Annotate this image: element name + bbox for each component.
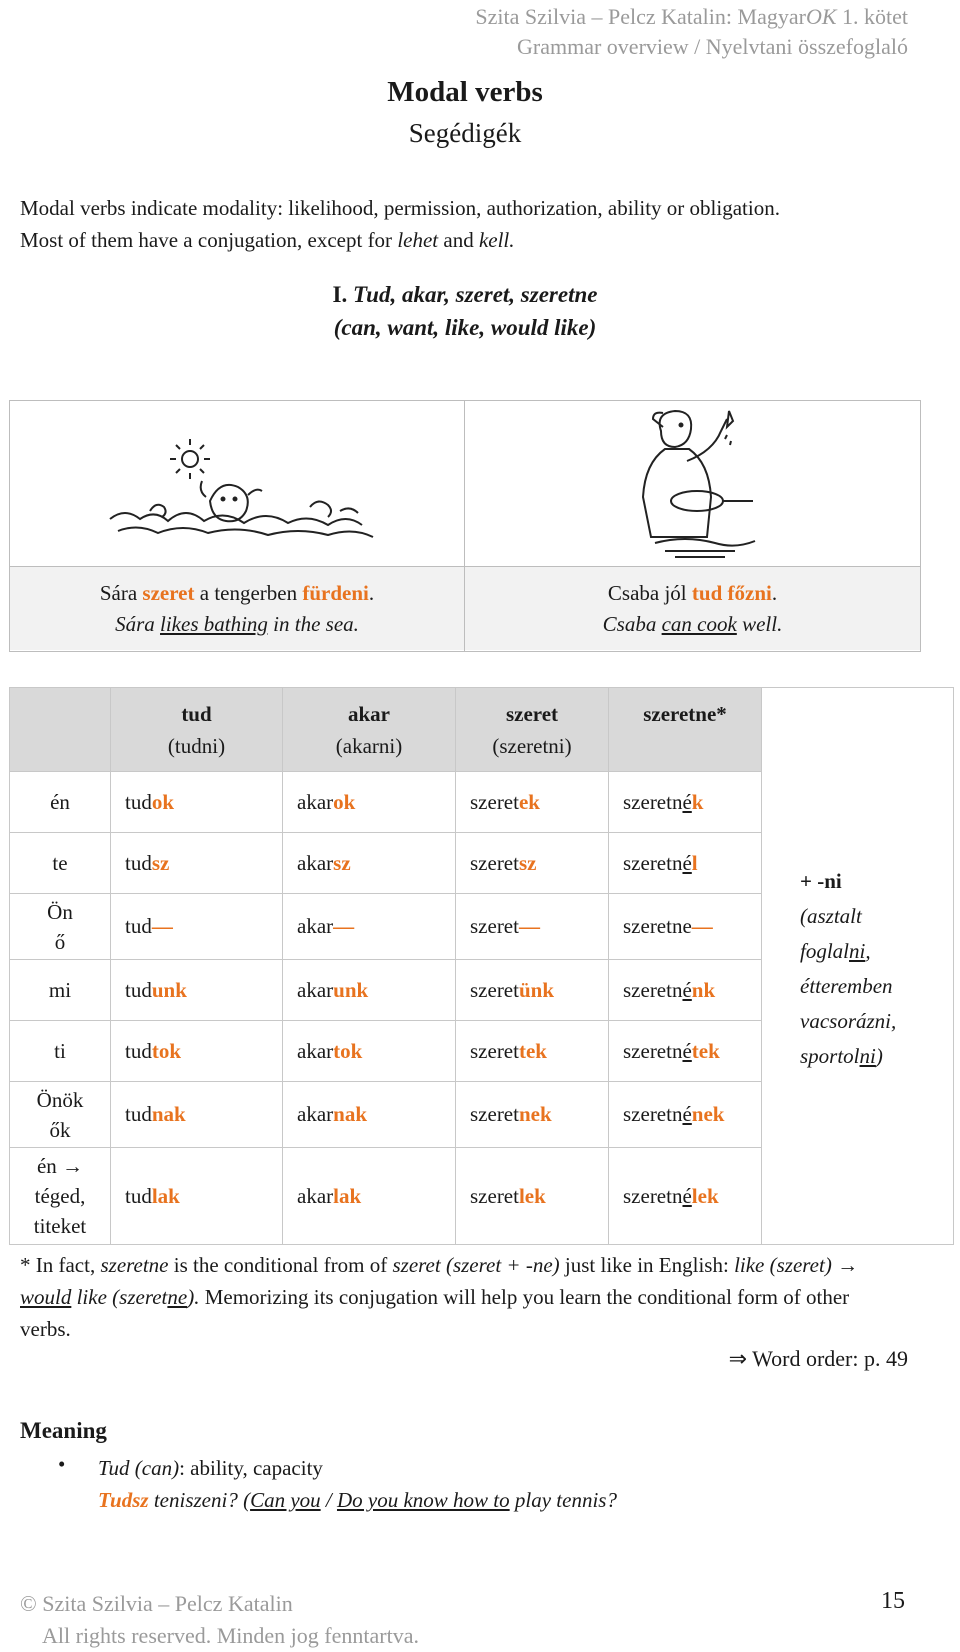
section-heading: I. Tud, akar, szeret, szeretne (332, 282, 598, 307)
form-cell: akarnak (283, 1082, 456, 1148)
header-empty (10, 688, 111, 772)
form-cell: tudok (111, 772, 283, 833)
form-cell: tud— (111, 894, 283, 960)
form-cell: tudlak (111, 1148, 283, 1245)
pronoun-cell: ti (10, 1021, 111, 1082)
form-cell: akarok (283, 772, 456, 833)
form-cell: szeretünk (456, 960, 609, 1021)
form-cell: akarsz (283, 833, 456, 894)
form-cell: szerettek (456, 1021, 609, 1082)
header-akar: akar (akarni) (283, 688, 456, 772)
meaning-heading: Meaning (20, 1418, 107, 1443)
form-cell: szeretlek (456, 1148, 609, 1245)
meaning-item: Tud (can): ability, capacity Tudsz teniszeni? (Can you / Do you know how to play tennis? (98, 1456, 617, 1512)
copyright-footer: © Szita Szilvia – Pelcz Katalin All rights reserved. Minden jog fenntartva. (20, 1591, 419, 1648)
form-cell: szeretnének (609, 1082, 762, 1148)
form-cell: tudsz (111, 833, 283, 894)
form-cell: szeretek (456, 772, 609, 833)
pronoun-cell: Önök ők (10, 1082, 111, 1148)
form-cell: szeretnélek (609, 1148, 762, 1245)
intro-text: Modal verbs indicate modality: likelihood, permission, authorization, ability or obligation. Most of them have a conjugation, except for lehet and kell. (20, 196, 780, 252)
page-subtitle: Segédigék (408, 118, 522, 148)
form-cell: szeretsz (456, 833, 609, 894)
form-cell: szeretnénk (609, 960, 762, 1021)
infinitive-note: + -ni (asztalt foglalni, étteremben vacsorázni, sportolni) (762, 688, 954, 1245)
form-cell: szeret— (456, 894, 609, 960)
example-box (9, 400, 921, 652)
running-header: Szita Szilvia – Pelcz Katalin: MagyarOK 1. kötet Grammar overview / Nyelvtani összefoglaló (475, 2, 908, 62)
form-cell: szeretnél (609, 833, 762, 894)
form-cell: akar— (283, 894, 456, 960)
form-cell: szeretnék (609, 772, 762, 833)
pronoun-cell: te (10, 833, 111, 894)
form-cell: akarunk (283, 960, 456, 1021)
pronoun-cell: mi (10, 960, 111, 1021)
header-szeret: szeret (szeretni) (456, 688, 609, 772)
form-cell: tudunk (111, 960, 283, 1021)
form-cell: szeretnétek (609, 1021, 762, 1082)
pronoun-cell: én (10, 772, 111, 833)
pronoun-cell: Ön ő (10, 894, 111, 960)
example-caption-2: Csaba jól tud főzni. Csaba can cook well. (465, 566, 920, 650)
form-cell: akarlak (283, 1148, 456, 1245)
table-header-row (10, 688, 954, 772)
example-caption-1: Sára szeret a tengerben fürdeni. Sára likes bathing in the sea. (10, 566, 464, 650)
form-cell: tudnak (111, 1082, 283, 1148)
swimming-illustration (10, 401, 464, 565)
footnote: * In fact, szeretne is the conditional from of szeret (szeret + -ne) just like in English: like (szeret) → would like (szeretne). Memorizing its conjugation will help you learn the conditional form of other verbs. (20, 1253, 859, 1341)
header-szeretne: szeretne* (609, 688, 762, 772)
running-header-subtitle: Grammar overview / Nyelvtani összefoglaló (517, 34, 908, 59)
form-cell: szeretnek (456, 1082, 609, 1148)
section-heading-translation: (can, want, like, would like) (333, 315, 597, 340)
page-number: 15 (881, 1588, 905, 1614)
form-cell: akartok (283, 1021, 456, 1082)
pronoun-cell: én → téged, titeket (10, 1148, 111, 1245)
form-cell: tudtok (111, 1021, 283, 1082)
bullet-marker: • (58, 1452, 66, 1476)
conjugation-table (9, 687, 954, 1245)
page-title: Modal verbs (387, 76, 543, 108)
form-cell: szeretne— (609, 894, 762, 960)
header-tud: tud (tudni) (111, 688, 283, 772)
word-order-reference: ⇒ Word order: p. 49 (728, 1346, 908, 1371)
cooking-illustration (465, 401, 920, 565)
